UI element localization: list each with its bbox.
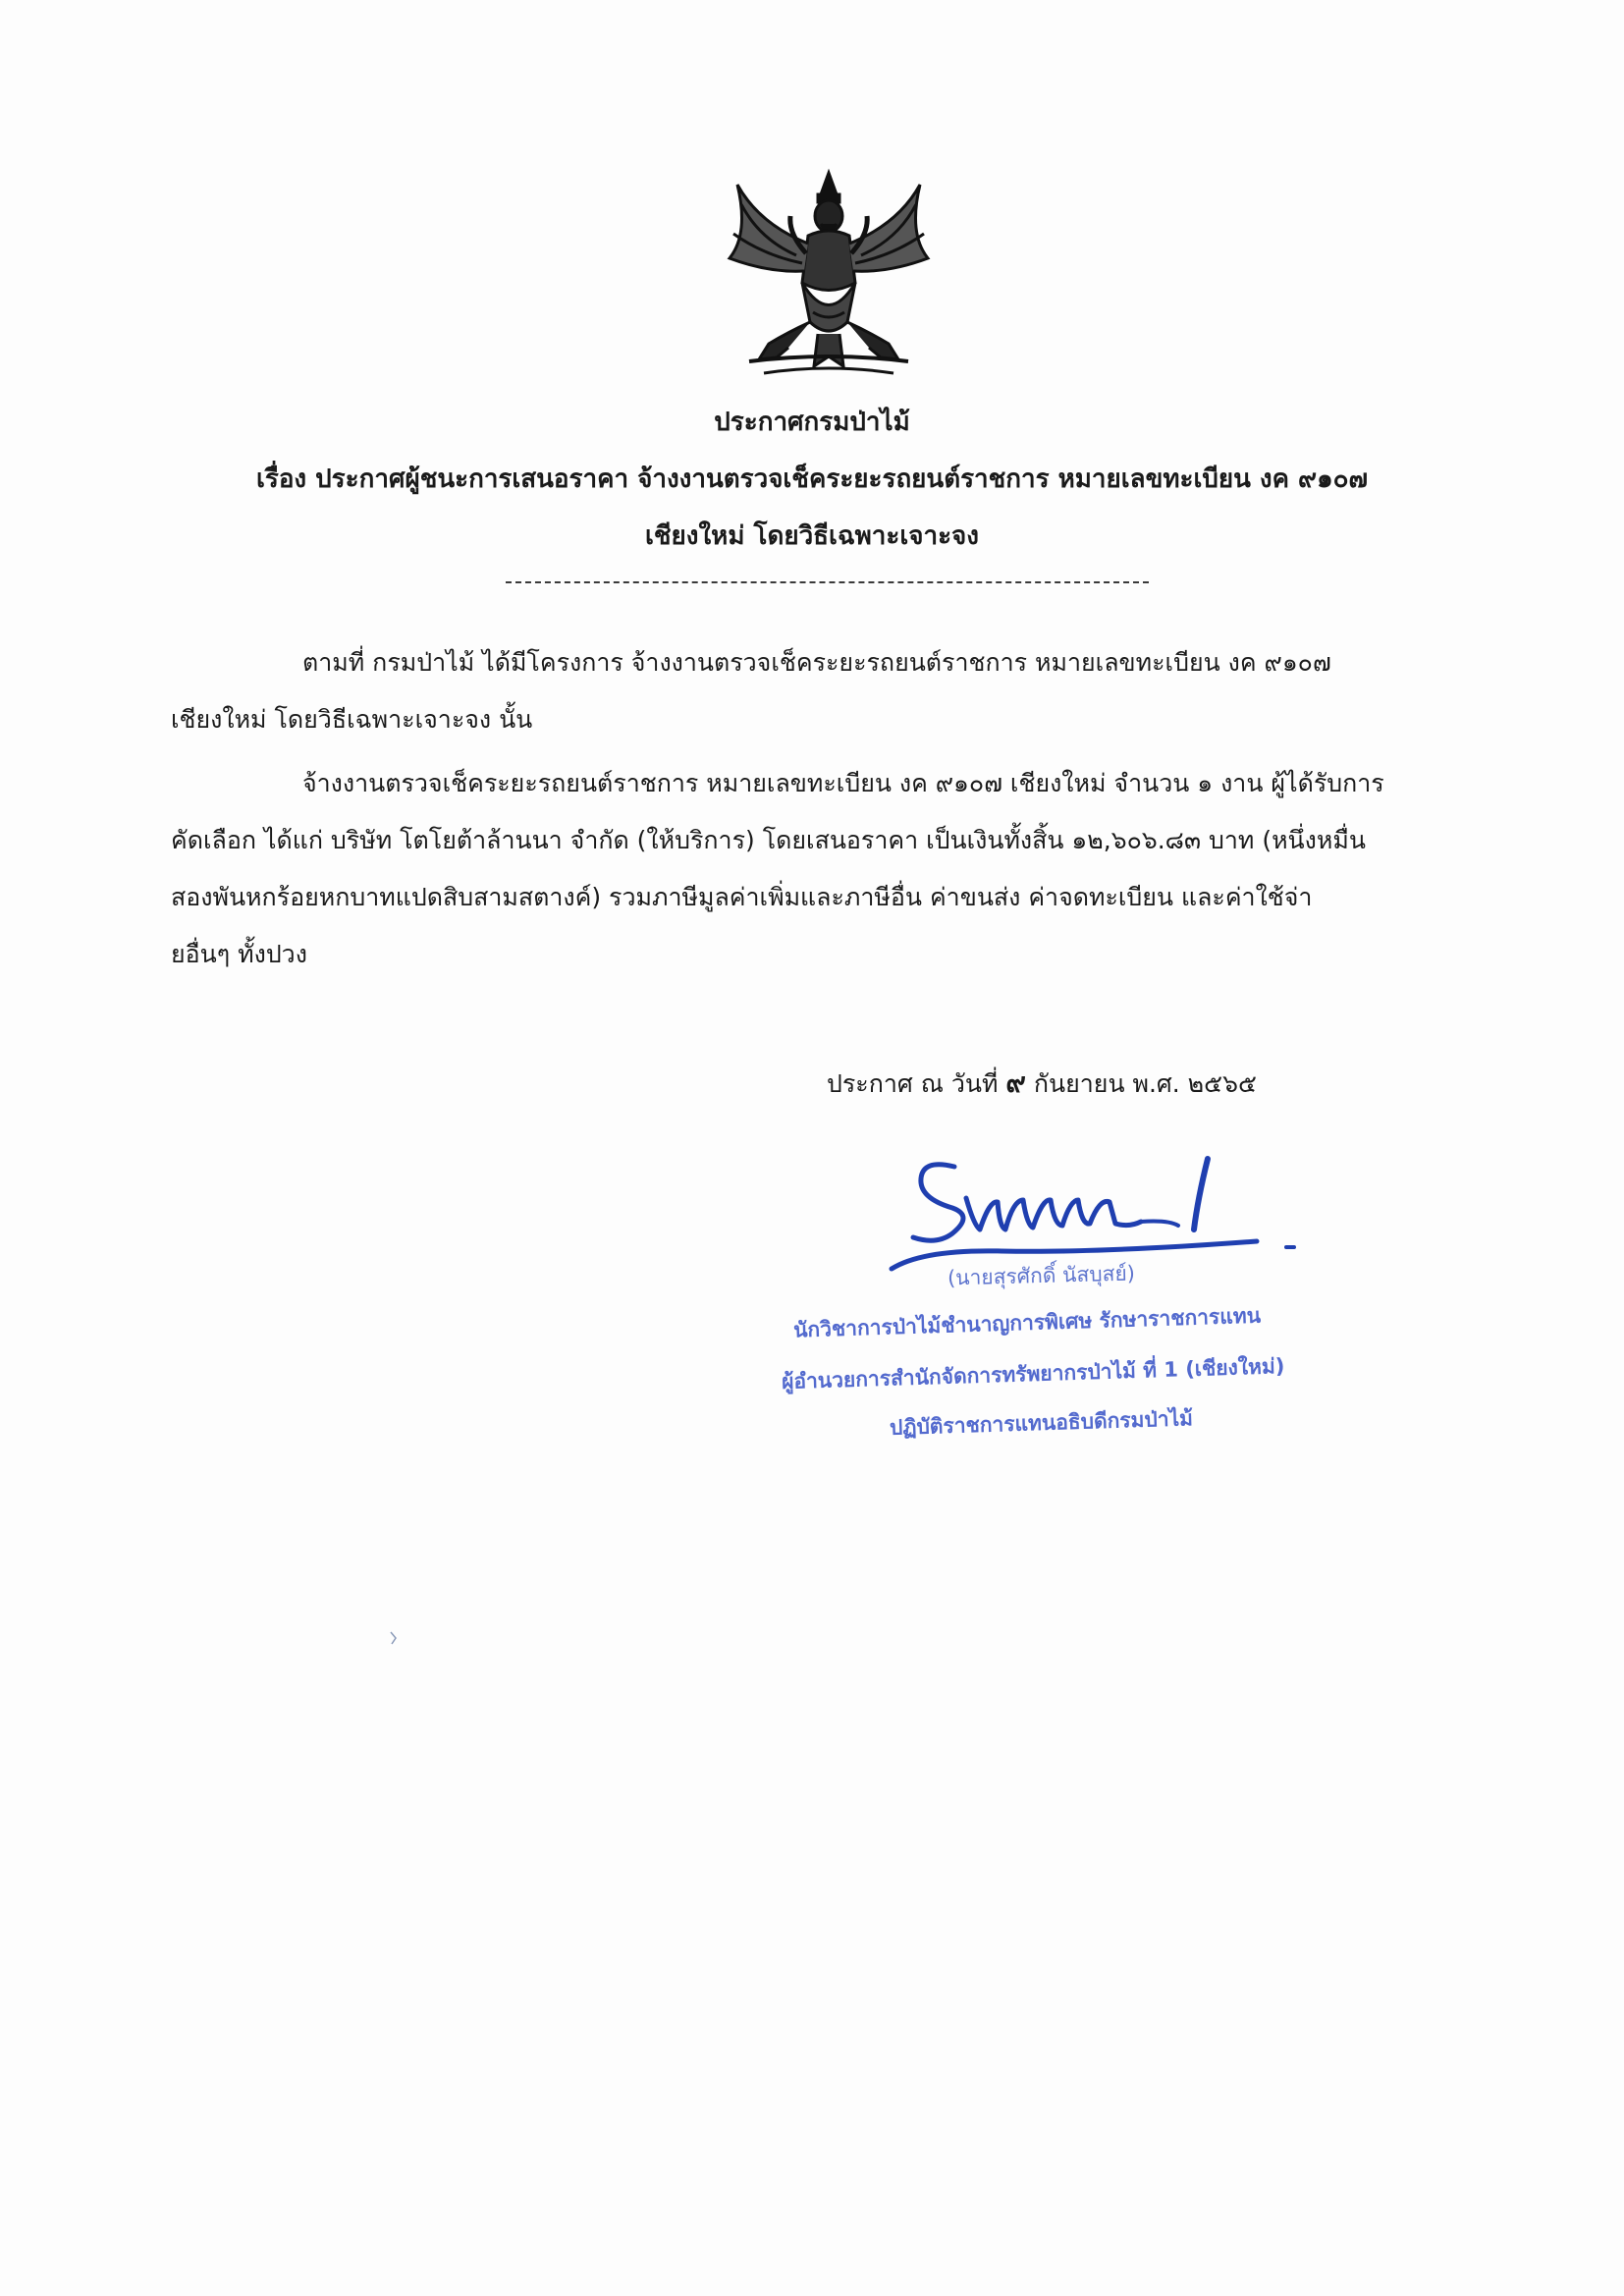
scan-speck	[389, 1630, 399, 1646]
document-title: ประกาศกรมป่าไม้	[714, 408, 910, 437]
paragraph-2-line-3: สองพันหกร้อยหกบาทแปดสิบสามสตางค์) รวมภาษีมูลค่าเพิ่มและภาษีอื่น ค่าขนส่ง ค่าจดทะเบียน และค่าใช้จ่า	[171, 883, 1313, 911]
paragraph-2-line-4: ยอื่นๆ ทั้งปวง	[171, 940, 307, 968]
paragraph-2-line-2: คัดเลือก ได้แก่ บริษัท โตโยต้าล้านนา จำกัด (ให้บริการ) โดยเสนอราคา เป็นเงินทั้งสิ้น ๑๒,๖๐๖.๘๓ บาท (หนึ่งหมื่น	[171, 826, 1366, 854]
subject-line-2: เชียงใหม่ โดยวิธีเฉพาะเจาะจง	[645, 521, 979, 551]
date-day: ๙	[1005, 1066, 1026, 1099]
signer-position-line-2: ผู้อำนวยการสำนักจัดการทรัพยากรป่าไม้ ที่ 1 (เชียงใหม่)	[781, 1353, 1285, 1394]
signer-position-line-3: ปฏิบัติราชการแทนอธิบดีกรมป่าไม้	[889, 1406, 1194, 1440]
announcement-date	[827, 1066, 1257, 1102]
subject-line-1: เรื่อง ประกาศผู้ชนะการเสนอราคา จ้างงานตรวจเช็คระยะรถยนต์ราชการ หมายเลขทะเบียน งค ๙๑๐๗	[255, 465, 1369, 494]
paragraph-2-line-1: จ้างงานตรวจเช็คระยะรถยนต์ราชการ หมายเลขทะเบียน งค ๙๑๐๗ เชียงใหม่ จำนวน ๑ งาน ผู้ได้รับการ	[302, 769, 1384, 797]
date-prefix: ประกาศ ณ วันที่	[827, 1069, 1006, 1098]
paragraph-1-line-1: ตามที่ กรมป่าไม้ ได้มีโครงการ จ้างงานตรวจเช็คระยะรถยนต์ราชการ หมายเลขทะเบียน งค ๙๑๐๗	[302, 648, 1331, 677]
dashed-divider	[506, 581, 1149, 583]
paragraph-1-line-2: เชียงใหม่ โดยวิธีเฉพาะเจาะจง นั้น	[171, 705, 533, 734]
signer-name: (นายสุรศักดิ์ นัสบุสย์)	[947, 1261, 1136, 1290]
signer-position-line-1: นักวิชาการป่าไม้ชำนาญการพิเศษ รักษาราชการแทน	[792, 1303, 1262, 1342]
garuda-emblem-icon	[720, 165, 938, 383]
date-suffix: กันยายน พ.ศ. ๒๕๖๕	[1025, 1069, 1257, 1098]
